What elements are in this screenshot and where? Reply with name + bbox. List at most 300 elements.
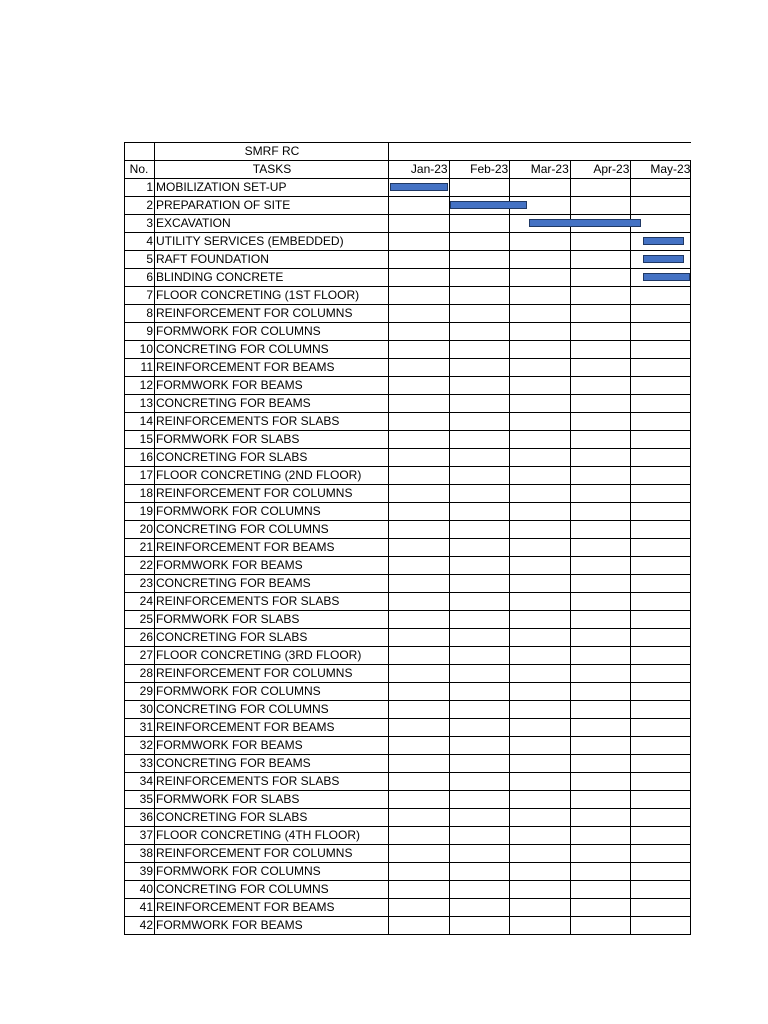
month-cell — [631, 521, 691, 539]
task-row — [125, 719, 691, 737]
task-row — [125, 233, 691, 251]
month-cell — [631, 899, 691, 917]
month-cell — [449, 701, 510, 719]
month-cell — [631, 395, 691, 413]
task-number: 36 — [125, 809, 155, 827]
task-name: FLOOR CONCRETING (2ND FLOOR) — [155, 467, 389, 485]
task-number: 34 — [125, 773, 155, 791]
month-cell — [570, 377, 631, 395]
task-row — [125, 305, 691, 323]
month-cell — [570, 449, 631, 467]
task-number: 13 — [125, 395, 155, 413]
month-cell — [570, 917, 631, 935]
month-cell — [631, 665, 691, 683]
month-cell — [570, 881, 631, 899]
task-row — [125, 269, 691, 287]
month-cell — [570, 395, 631, 413]
header-month: May-23 — [631, 161, 691, 179]
month-cell — [631, 737, 691, 755]
month-cell — [389, 827, 450, 845]
task-number: 23 — [125, 575, 155, 593]
header-month: Apr-23 — [570, 161, 631, 179]
month-cell — [389, 287, 450, 305]
task-name: REINFORCEMENT FOR COLUMNS — [155, 305, 389, 323]
month-cell — [510, 215, 571, 233]
month-cell — [510, 539, 571, 557]
task-number: 3 — [125, 215, 155, 233]
month-cell — [389, 719, 450, 737]
month-cell — [570, 179, 631, 197]
month-cell — [389, 611, 450, 629]
month-cell — [389, 323, 450, 341]
month-cell — [570, 215, 631, 233]
month-cell — [510, 431, 571, 449]
month-cell — [631, 305, 691, 323]
task-name: EXCAVATION — [155, 215, 389, 233]
month-cell — [510, 755, 571, 773]
month-cell — [449, 197, 510, 215]
month-cell — [389, 809, 450, 827]
month-cell — [389, 665, 450, 683]
month-cell — [510, 773, 571, 791]
task-number: 28 — [125, 665, 155, 683]
task-row — [125, 809, 691, 827]
task-name: FORMWORK FOR BEAMS — [155, 917, 389, 935]
month-cell — [449, 773, 510, 791]
month-cell — [631, 179, 691, 197]
month-cell — [389, 197, 450, 215]
month-cell — [449, 629, 510, 647]
task-name: UTILITY SERVICES (EMBEDDED) — [155, 233, 389, 251]
month-cell — [389, 539, 450, 557]
task-name: FLOOR CONCRETING (3RD FLOOR) — [155, 647, 389, 665]
month-cell — [449, 737, 510, 755]
header-month: Feb-23 — [449, 161, 510, 179]
month-cell — [631, 773, 691, 791]
month-cell — [510, 305, 571, 323]
task-name: FORMWORK FOR BEAMS — [155, 737, 389, 755]
month-cell — [449, 215, 510, 233]
task-row — [125, 557, 691, 575]
month-cell — [510, 557, 571, 575]
month-cell — [449, 467, 510, 485]
month-cell — [570, 467, 631, 485]
task-row — [125, 215, 691, 233]
month-cell — [570, 485, 631, 503]
task-number: 12 — [125, 377, 155, 395]
task-row — [125, 629, 691, 647]
month-cell — [570, 647, 631, 665]
task-name: FLOOR CONCRETING (4TH FLOOR) — [155, 827, 389, 845]
task-row — [125, 773, 691, 791]
month-cell — [449, 827, 510, 845]
month-cell — [449, 233, 510, 251]
month-cell — [510, 611, 571, 629]
gantt-sheet — [124, 142, 691, 935]
task-name: REINFORCEMENT FOR COLUMNS — [155, 485, 389, 503]
empty-cell — [125, 143, 155, 161]
month-cell — [631, 701, 691, 719]
month-cell — [631, 539, 691, 557]
month-cell — [389, 413, 450, 431]
month-cell — [570, 773, 631, 791]
month-cell — [570, 899, 631, 917]
month-cell — [570, 755, 631, 773]
month-cell — [631, 827, 691, 845]
month-cell — [570, 287, 631, 305]
task-number: 4 — [125, 233, 155, 251]
task-name: FORMWORK FOR COLUMNS — [155, 503, 389, 521]
task-name: PREPARATION OF SITE — [155, 197, 389, 215]
month-cell — [449, 665, 510, 683]
month-cell — [449, 845, 510, 863]
sheet-title: SMRF RC — [155, 143, 389, 161]
month-cell — [570, 323, 631, 341]
month-cell — [570, 737, 631, 755]
month-cell — [510, 593, 571, 611]
month-cell — [570, 359, 631, 377]
task-number: 24 — [125, 593, 155, 611]
month-cell — [631, 359, 691, 377]
task-number: 26 — [125, 629, 155, 647]
month-cell — [631, 917, 691, 935]
task-name: MOBILIZATION SET-UP — [155, 179, 389, 197]
month-cell — [510, 233, 571, 251]
month-cell — [631, 287, 691, 305]
task-number: 41 — [125, 899, 155, 917]
task-number: 19 — [125, 503, 155, 521]
task-row — [125, 179, 691, 197]
month-cell — [389, 575, 450, 593]
task-row — [125, 413, 691, 431]
month-cell — [389, 269, 450, 287]
task-row — [125, 917, 691, 935]
month-cell — [389, 179, 450, 197]
month-cell — [449, 809, 510, 827]
month-cell — [631, 431, 691, 449]
task-row — [125, 881, 691, 899]
task-name: CONCRETING FOR COLUMNS — [155, 341, 389, 359]
month-cell — [510, 485, 571, 503]
task-name: FORMWORK FOR SLABS — [155, 611, 389, 629]
month-cell — [449, 917, 510, 935]
task-row — [125, 647, 691, 665]
month-cell — [570, 413, 631, 431]
month-cell — [510, 665, 571, 683]
task-row — [125, 467, 691, 485]
month-cell — [389, 467, 450, 485]
month-cell — [389, 881, 450, 899]
month-cell — [389, 593, 450, 611]
task-number: 22 — [125, 557, 155, 575]
month-cell — [570, 665, 631, 683]
header-row — [125, 161, 691, 179]
month-cell — [631, 863, 691, 881]
task-name: REINFORCEMENT FOR BEAMS — [155, 359, 389, 377]
task-row — [125, 287, 691, 305]
month-cell — [449, 251, 510, 269]
month-cell — [449, 557, 510, 575]
month-cell — [449, 485, 510, 503]
month-cell — [631, 647, 691, 665]
task-name: CONCRETING FOR COLUMNS — [155, 881, 389, 899]
month-cell — [389, 449, 450, 467]
month-cell — [510, 197, 571, 215]
month-cell — [510, 845, 571, 863]
month-cell — [449, 647, 510, 665]
month-cell — [449, 413, 510, 431]
month-cell — [570, 593, 631, 611]
task-number: 27 — [125, 647, 155, 665]
month-cell — [631, 323, 691, 341]
task-row — [125, 323, 691, 341]
month-cell — [389, 359, 450, 377]
month-cell — [631, 593, 691, 611]
month-cell — [449, 611, 510, 629]
task-row — [125, 737, 691, 755]
gantt-table — [124, 142, 691, 935]
month-cell — [510, 323, 571, 341]
month-cell — [631, 485, 691, 503]
task-name: CONCRETING FOR SLABS — [155, 629, 389, 647]
month-cell — [389, 683, 450, 701]
month-cell — [631, 557, 691, 575]
month-cell — [449, 521, 510, 539]
task-number: 40 — [125, 881, 155, 899]
task-name: RAFT FOUNDATION — [155, 251, 389, 269]
month-cell — [570, 827, 631, 845]
task-number: 31 — [125, 719, 155, 737]
task-name: REINFORCEMENT FOR BEAMS — [155, 539, 389, 557]
month-cell — [510, 737, 571, 755]
task-name: BLINDING CONCRETE — [155, 269, 389, 287]
month-cell — [510, 521, 571, 539]
month-cell — [631, 215, 691, 233]
task-row — [125, 665, 691, 683]
month-cell — [389, 215, 450, 233]
task-number: 20 — [125, 521, 155, 539]
month-cell — [449, 683, 510, 701]
task-row — [125, 593, 691, 611]
month-cell — [389, 791, 450, 809]
task-number: 25 — [125, 611, 155, 629]
month-cell — [449, 287, 510, 305]
task-row — [125, 449, 691, 467]
month-cell — [389, 701, 450, 719]
task-name: CONCRETING FOR COLUMNS — [155, 521, 389, 539]
task-number: 29 — [125, 683, 155, 701]
month-cell — [510, 683, 571, 701]
month-cell — [631, 413, 691, 431]
task-name: CONCRETING FOR COLUMNS — [155, 701, 389, 719]
task-row — [125, 827, 691, 845]
month-cell — [570, 251, 631, 269]
month-cell — [570, 719, 631, 737]
task-number: 18 — [125, 485, 155, 503]
task-number: 16 — [125, 449, 155, 467]
month-cell — [510, 251, 571, 269]
header-month: Jan-23 — [389, 161, 450, 179]
month-cell — [631, 683, 691, 701]
month-cell — [631, 269, 691, 287]
task-number: 37 — [125, 827, 155, 845]
month-cell — [449, 881, 510, 899]
task-number: 1 — [125, 179, 155, 197]
month-cell — [449, 539, 510, 557]
month-cell — [631, 377, 691, 395]
month-cell — [389, 377, 450, 395]
month-cell — [631, 611, 691, 629]
task-number: 42 — [125, 917, 155, 935]
task-name: REINFORCEMENT FOR COLUMNS — [155, 665, 389, 683]
task-number: 5 — [125, 251, 155, 269]
task-number: 32 — [125, 737, 155, 755]
month-cell — [449, 575, 510, 593]
month-cell — [389, 521, 450, 539]
month-cell — [389, 737, 450, 755]
month-cell — [570, 539, 631, 557]
task-number: 15 — [125, 431, 155, 449]
task-name: FORMWORK FOR COLUMNS — [155, 683, 389, 701]
month-cell — [510, 809, 571, 827]
month-cell — [631, 629, 691, 647]
month-cell — [631, 575, 691, 593]
month-cell — [570, 197, 631, 215]
task-row — [125, 521, 691, 539]
month-cell — [570, 683, 631, 701]
task-number: 14 — [125, 413, 155, 431]
month-cell — [570, 575, 631, 593]
month-cell — [631, 845, 691, 863]
month-cell — [510, 377, 571, 395]
task-row — [125, 197, 691, 215]
month-cell — [570, 791, 631, 809]
month-cell — [570, 809, 631, 827]
month-cell — [389, 863, 450, 881]
month-cell — [510, 467, 571, 485]
month-cell — [449, 863, 510, 881]
month-cell — [570, 611, 631, 629]
month-cell — [510, 701, 571, 719]
task-name: CONCRETING FOR BEAMS — [155, 575, 389, 593]
title-row — [125, 143, 691, 161]
month-cell — [631, 881, 691, 899]
month-cell — [389, 629, 450, 647]
month-cell — [389, 395, 450, 413]
header-month: Mar-23 — [510, 161, 571, 179]
task-name: REINFORCEMENTS FOR SLABS — [155, 593, 389, 611]
month-cell — [510, 269, 571, 287]
month-cell — [570, 269, 631, 287]
month-cell — [631, 197, 691, 215]
task-name: FORMWORK FOR SLABS — [155, 791, 389, 809]
task-number: 21 — [125, 539, 155, 557]
task-row — [125, 755, 691, 773]
month-cell — [449, 719, 510, 737]
task-number: 35 — [125, 791, 155, 809]
month-cell — [449, 305, 510, 323]
month-cell — [389, 845, 450, 863]
task-name: FLOOR CONCRETING (1ST FLOOR) — [155, 287, 389, 305]
task-row — [125, 791, 691, 809]
task-row — [125, 251, 691, 269]
task-number: 38 — [125, 845, 155, 863]
month-cell — [389, 773, 450, 791]
title-month-span — [389, 143, 691, 161]
month-cell — [389, 647, 450, 665]
task-row — [125, 485, 691, 503]
month-cell — [389, 305, 450, 323]
month-cell — [570, 341, 631, 359]
task-number: 39 — [125, 863, 155, 881]
month-cell — [510, 413, 571, 431]
month-cell — [389, 917, 450, 935]
month-cell — [449, 593, 510, 611]
month-cell — [510, 899, 571, 917]
month-cell — [449, 323, 510, 341]
month-cell — [389, 485, 450, 503]
month-cell — [570, 845, 631, 863]
task-name: REINFORCEMENT FOR COLUMNS — [155, 845, 389, 863]
month-cell — [631, 791, 691, 809]
month-cell — [510, 287, 571, 305]
header-tasks: TASKS — [155, 161, 389, 179]
month-cell — [510, 179, 571, 197]
month-cell — [449, 179, 510, 197]
month-cell — [570, 233, 631, 251]
task-name: FORMWORK FOR COLUMNS — [155, 323, 389, 341]
month-cell — [510, 719, 571, 737]
month-cell — [510, 359, 571, 377]
task-number: 2 — [125, 197, 155, 215]
task-name: FORMWORK FOR COLUMNS — [155, 863, 389, 881]
task-name: FORMWORK FOR SLABS — [155, 431, 389, 449]
task-number: 9 — [125, 323, 155, 341]
month-cell — [449, 359, 510, 377]
month-cell — [449, 503, 510, 521]
month-cell — [389, 251, 450, 269]
task-row — [125, 899, 691, 917]
task-row — [125, 341, 691, 359]
month-cell — [389, 899, 450, 917]
month-cell — [631, 809, 691, 827]
month-cell — [631, 755, 691, 773]
month-cell — [510, 917, 571, 935]
month-cell — [449, 377, 510, 395]
task-number: 8 — [125, 305, 155, 323]
task-name: REINFORCEMENTS FOR SLABS — [155, 773, 389, 791]
month-cell — [631, 251, 691, 269]
task-name: FORMWORK FOR BEAMS — [155, 377, 389, 395]
month-cell — [510, 881, 571, 899]
task-number: 6 — [125, 269, 155, 287]
task-name: CONCRETING FOR BEAMS — [155, 395, 389, 413]
month-cell — [510, 395, 571, 413]
task-number: 30 — [125, 701, 155, 719]
month-cell — [449, 755, 510, 773]
month-cell — [570, 431, 631, 449]
task-row — [125, 701, 691, 719]
task-row — [125, 845, 691, 863]
month-cell — [570, 863, 631, 881]
month-cell — [631, 503, 691, 521]
task-name: CONCRETING FOR SLABS — [155, 809, 389, 827]
task-name: REINFORCEMENT FOR BEAMS — [155, 899, 389, 917]
month-cell — [449, 791, 510, 809]
header-no: No. — [125, 161, 155, 179]
month-cell — [510, 827, 571, 845]
month-cell — [449, 899, 510, 917]
